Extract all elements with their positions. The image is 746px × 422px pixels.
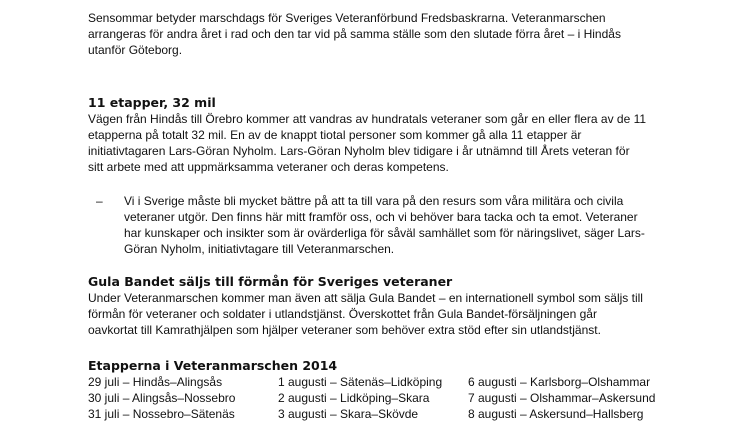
stage-item: 1 augusti – Sätenäs–Lidköping [278,375,443,389]
stage-column [278,374,442,422]
stage-column [88,374,235,422]
quote-dash: – [96,194,103,208]
stage-item: 8 augusti – Askersund–Hallsberg [468,407,644,421]
section-etapper [88,95,648,175]
intro-paragraph [88,10,648,58]
section-heading: 11 etapper, 32 mil [88,95,216,110]
stage-item: 6 augusti – Karlsborg–Olshammar [468,375,651,389]
stage-column [468,374,655,422]
quote-text: Vi i Sverige måste bli mycket bättre på att ta till vara på den resurs som våra militära och civila veteraner utgör. Den finns här mitt framför oss, och vi behöver bara tacka och ta emot. Veteraner har kunskaper och insikter som är ovärderliga för såväl samhället som för näringslivet, säger Lars-Göran Nyholm, initiativtagare till Veteranmarschen. [124,194,645,256]
stage-item: 31 juli – Nossebro–Sätenäs [88,407,235,421]
stage-item: 2 augusti – Lidköping–Skara [278,391,430,405]
section-gula-bandet [88,274,648,338]
section-heading: Gula Bandet säljs till förmån för Sveriges veteraner [88,274,453,289]
stage-item: 29 juli – Hindås–Alingsås [88,375,223,389]
section-body: Under Veteranmarschen kommer man även att sälja Gula Bandet – en internationell symbol som säljs till förmån för veteraner och soldater i utlandstjänst. Överskottet från Gula Bandet-försäljningen går oavkortat till Kamrathjälpen som hjälper veteraner som behöver extra stöd efter sin utlandstjänst. [88,291,643,337]
section-body: Vägen från Hindås till Örebro kommer att vandras av hundratals veteraner som går en eller flera av de 11 etapperna på totalt 32 mil. En av de knappt tiotal personer som kommer gå alla 11 etapper är initiativtagaren Lars-Göran Nyholm. Lars-Göran Nyholm blev tidigare i år utnämnd till Årets veteran för sitt arbete med att uppmärksamma veteraner och deras kompetens. [88,112,647,174]
intro-text: Sensommar betyder marschdags för Sveriges Veteranförbund Fredsbaskrarna. Veteranmarschen arrangeras för andra året i rad och den tar vid på samma ställe som den slutade förra året – i Hindås utanför Göteborg. [88,11,621,57]
stage-item: 7 augusti – Olshammar–Askersund [468,391,656,405]
stage-schedule [88,374,656,422]
section-etapperna [88,358,656,422]
stage-item: 3 augusti – Skara–Skövde [278,407,419,421]
section-heading: Etapperna i Veteranmarschen 2014 [88,358,338,373]
stage-item: 30 juli – Alingsås–Nossebro [88,391,236,405]
quote-paragraph [88,193,648,257]
